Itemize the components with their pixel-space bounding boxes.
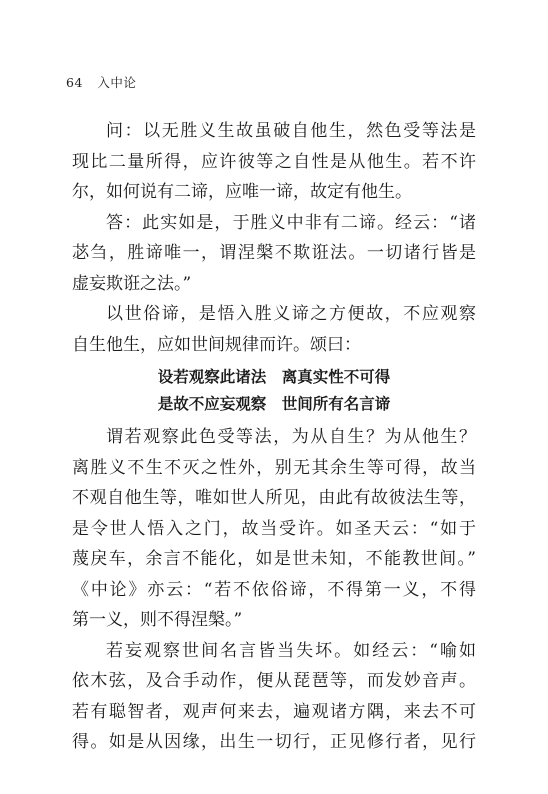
text-line: 是令世人悟入之门，故当受许。如圣天云：“如于	[72, 519, 476, 539]
text-line: 答：此实如是，于胜义中非有二谛。经云：“诸	[106, 213, 476, 233]
page-header	[66, 73, 136, 91]
text-line: 尔，如何说有二谛，应唯一谛，故定有他生。	[72, 182, 412, 202]
text-line: 现比二量所得，应许彼等之自性是从他生。若不许	[72, 152, 476, 172]
text-line: 不观自他生等，唯如世人所见，由此有故彼法生等，	[72, 488, 476, 508]
text-line: 《中论》亦云：“若不依俗谛，不得第一义，不得	[72, 580, 476, 600]
text-line: 离胜义不生不灭之性外，别无其余生等可得，故当	[72, 458, 476, 478]
text-line: 虚妄欺诳之法。”	[72, 274, 192, 294]
text-line: 若有聪智者，观声何来去，遍观诸方隅，来去不可	[72, 702, 476, 722]
text-line: 依木弦，及合手动作，便从琵琶等，而发妙音声。	[72, 671, 476, 691]
text-line: 得。如是从因缘，出生一切行，正见修行者，见行	[72, 732, 476, 752]
verse-line: 设若观察此诸法 离真实性不可得	[157, 368, 391, 386]
text-line: 第一义，则不得涅槃。”	[72, 610, 243, 630]
verse-line: 是故不应妄观察 世间所有名言谛	[157, 395, 391, 413]
text-line: 问：以无胜义生故虽破自他生，然色受等法是	[106, 121, 476, 141]
text-line: 蔑戾车，余言不能化，如是世未知，不能教世间。”	[72, 549, 476, 569]
text-line: 以世俗谛，是悟入胜义谛之方便故，不应观察	[106, 304, 476, 324]
text-line: 苾刍，胜谛唯一，谓涅槃不欺诳法。一切诸行皆是	[72, 243, 476, 263]
text-line: 谓若观察此色受等法，为从自生？为从他生？	[106, 427, 476, 447]
text-line: 若妄观察世间名言皆当失坏。如经云：“喻如	[106, 641, 476, 661]
running-title: 入中论	[97, 75, 137, 90]
text-line: 自生他生，应如世间规律而许。颂曰：	[72, 335, 361, 355]
page-number: 64	[66, 75, 83, 90]
